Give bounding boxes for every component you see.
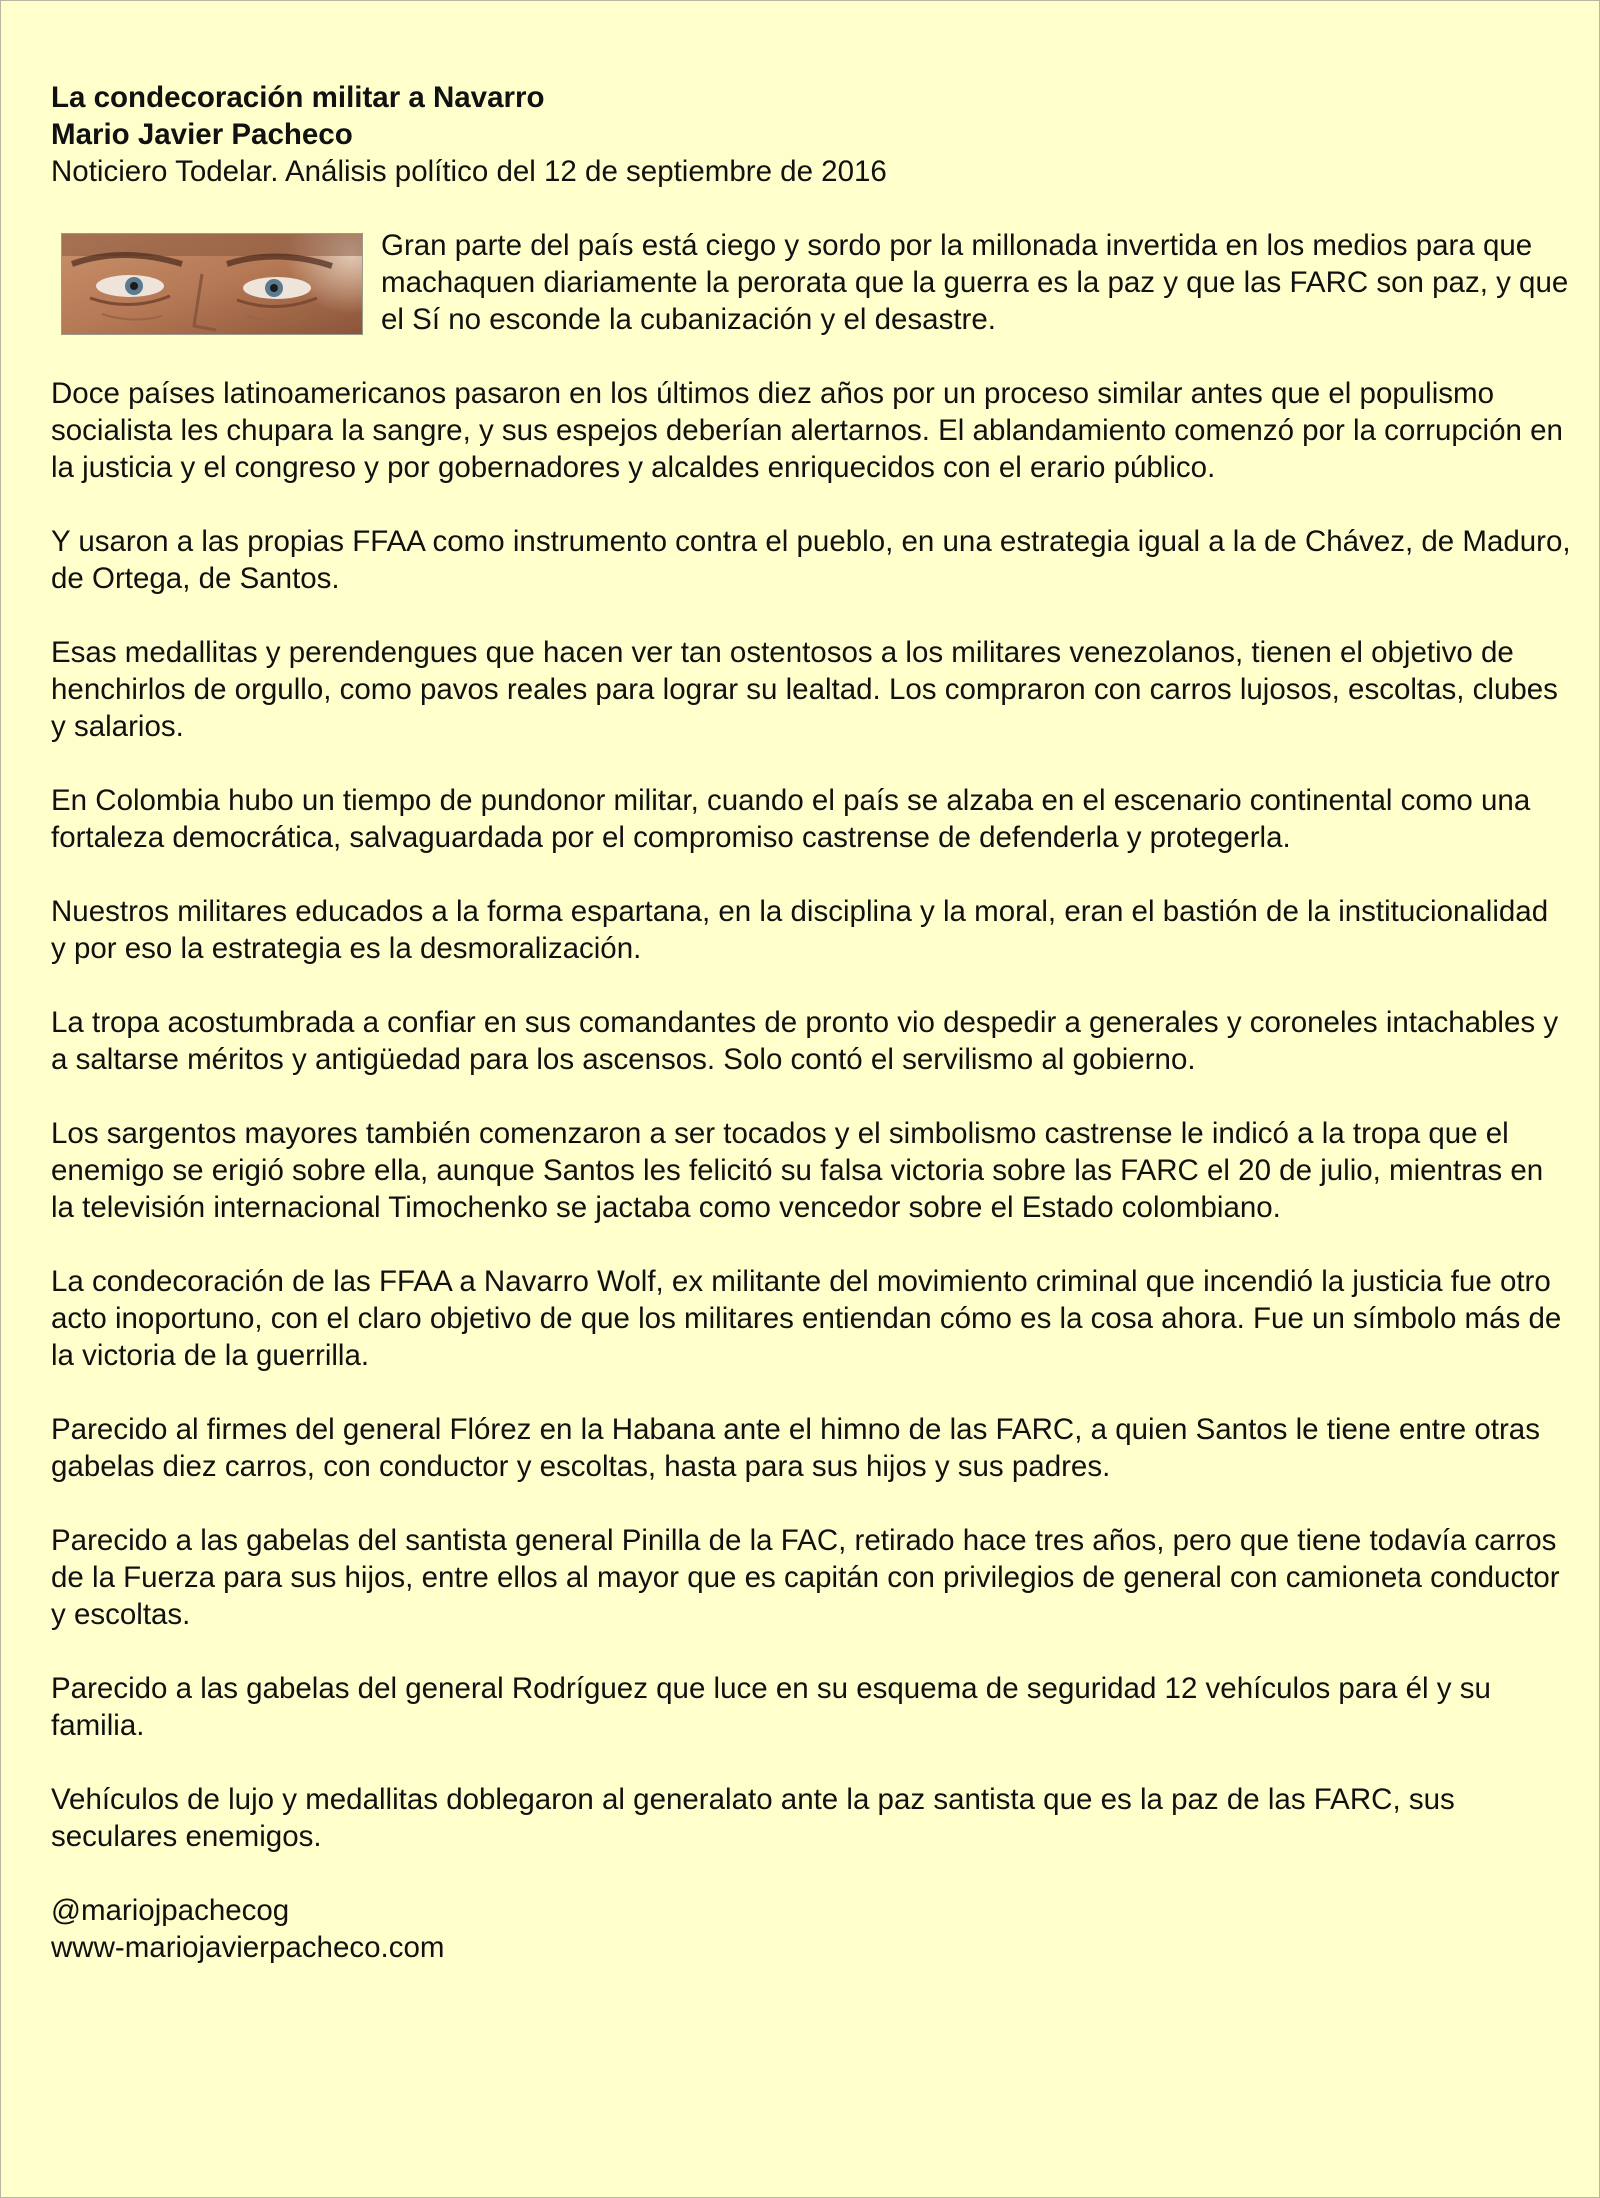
body-paragraph: Parecido a las gabelas del general Rodríguez que luce en su esquema de seguridad 12 vehículos para él y su familia. bbox=[51, 1672, 1491, 1742]
article-header bbox=[51, 79, 1571, 190]
body-paragraph: Parecido al firmes del general Flórez en la Habana ante el himno de las FARC, a quien Santos le tiene entre otras gabelas diez carros, con conductor y escoltas, hasta para sus hijos y sus padres. bbox=[51, 1413, 1540, 1483]
article bbox=[51, 79, 1571, 1966]
body-paragraph: La tropa acostumbrada a confiar en sus comandantes de pronto vio despedir a generales y coroneles intachables y a saltarse méritos y antigüedad para los ascensos. Solo contó el servilismo al gobierno. bbox=[51, 1006, 1559, 1076]
body-paragraph: Doce países latinoamericanos pasaron en los últimos diez años por un proceso similar antes que el populismo socialista les chupara la sangre, y sus espejos deberían alertarnos. El ablandamiento comenzó por la corrupción en la justicia y el congreso y por gobernadores y alcaldes enriquecidos con el erario público. bbox=[51, 377, 1563, 484]
source-line: Noticiero Todelar. Análisis político del 12 de septiembre de 2016 bbox=[51, 155, 887, 188]
body-paragraph: La condecoración de las FFAA a Navarro Wolf, ex militante del movimiento criminal que incendió la justicia fue otro acto inoportuno, con el claro objetivo de que los militares entiendan cómo es la cosa ahora. Fue un símbolo más de la victoria de la guerrilla. bbox=[51, 1265, 1562, 1372]
website-address: www-mariojavierpacheco.com bbox=[51, 1931, 445, 1964]
intro-block bbox=[51, 227, 1571, 338]
body-paragraph: Esas medallitas y perendengues que hacen ver tan ostentosos a los militares venezolanos, tienen el objetivo de henchirlos de orgullo, como pavos reales para lograr su lealtad. Los compraron con carros lujosos, escoltas, clubes y salarios. bbox=[51, 636, 1558, 743]
twitter-handle: @mariojpachecog bbox=[51, 1894, 290, 1927]
article-body bbox=[51, 375, 1571, 1855]
author-name: Mario Javier Pacheco bbox=[51, 118, 353, 151]
article-title: La condecoración militar a Navarro bbox=[51, 81, 545, 114]
author-photo bbox=[61, 233, 363, 335]
article-footer bbox=[51, 1892, 1571, 1966]
body-paragraph: En Colombia hubo un tiempo de pundonor militar, cuando el país se alzaba en el escenario continental como una fortaleza democrática, salvaguardada por el compromiso castrense de defenderla y protegerla. bbox=[51, 784, 1531, 854]
body-paragraph: Parecido a las gabelas del santista general Pinilla de la FAC, retirado hace tres años, pero que tiene todavía carros de la Fuerza para sus hijos, entre ellos al mayor que es capitán con privilegios de general con camioneta conductor y escoltas. bbox=[51, 1524, 1560, 1631]
body-paragraph: Los sargentos mayores también comenzaron a ser tocados y el simbolismo castrense le indicó a la tropa que el enemigo se erigió sobre ella, aunque Santos les felicitó su falsa victoria sobre las FARC el 20 de julio, mientras en la televisión internacional Timochenko se jactaba como vencedor sobre el Estado colombiano. bbox=[51, 1117, 1544, 1224]
body-paragraph: Nuestros militares educados a la forma espartana, en la disciplina y la moral, eran el bastión de la institucionalidad y por eso la estrategia es la desmoralización. bbox=[51, 895, 1549, 965]
intro-paragraph: Gran parte del país está ciego y sordo por la millonada invertida en los medios para que machaquen diariamente la perorata que la guerra es la paz y que las FARC son paz, y que el Sí no esconde la cubanización y el desastre. bbox=[381, 229, 1569, 336]
body-paragraph: Vehículos de lujo y medallitas doblegaron al generalato ante la paz santista que es la paz de las FARC, sus seculares enemigos. bbox=[51, 1783, 1455, 1853]
body-paragraph: Y usaron a las propias FFAA como instrumento contra el pueblo, en una estrategia igual a la de Chávez, de Maduro, de Ortega, de Santos. bbox=[51, 525, 1571, 595]
